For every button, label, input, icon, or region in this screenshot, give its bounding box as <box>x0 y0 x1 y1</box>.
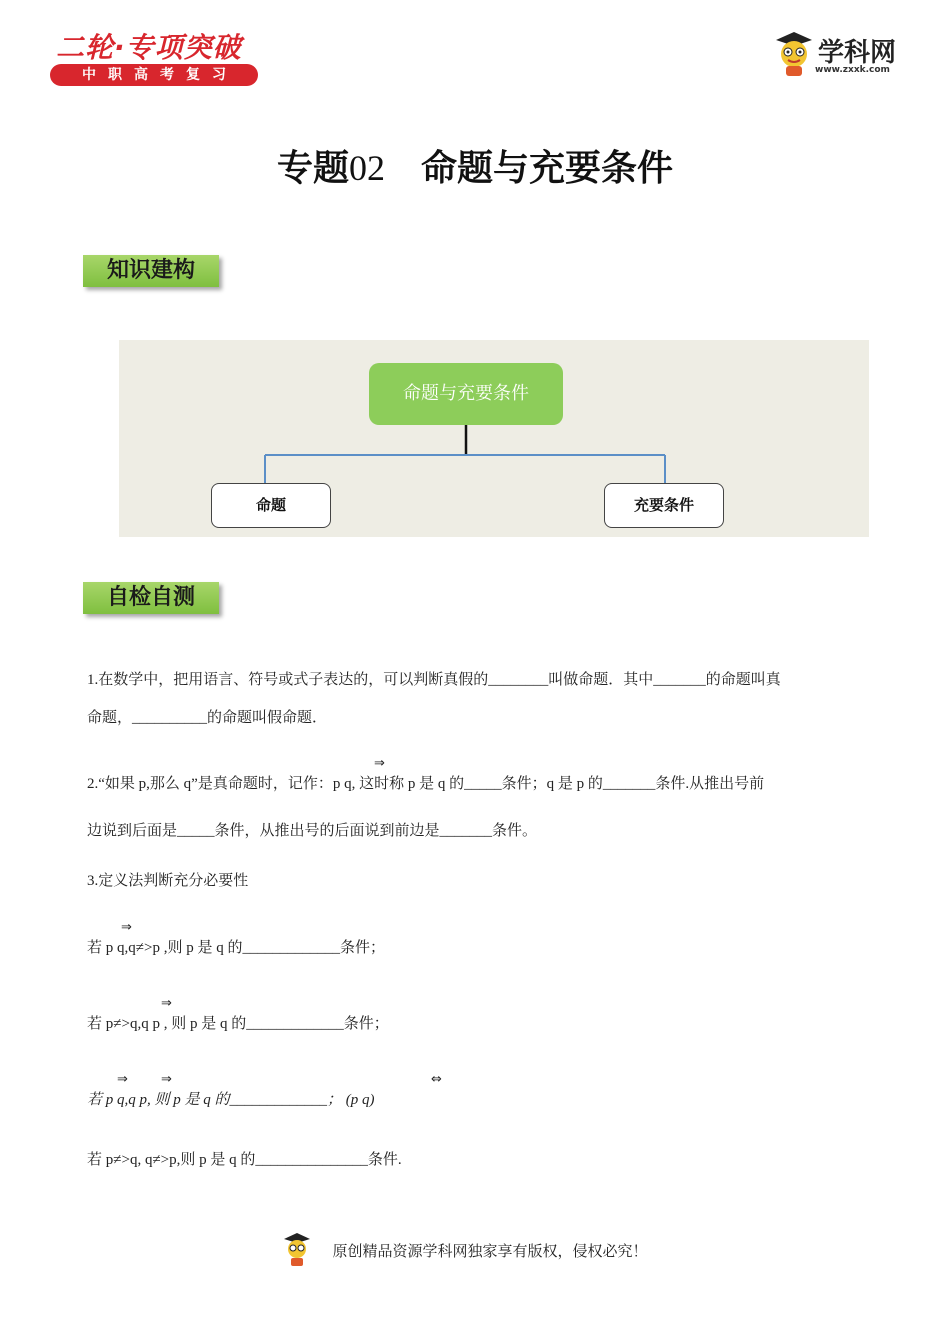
implies-arrow: ⇒ <box>161 996 172 1011</box>
iff-arrow: ⇔ <box>431 1072 442 1087</box>
case-1: 若 p q,q≠>p ,则 p 是 q 的_____________条件； <box>87 940 385 956</box>
question-3-title: 3.定义法判断充分必要性 <box>87 873 249 889</box>
question-1-line-1: 1.在数学中，把用语言、符号或式子表达的，可以判断真假的________叫做命题．其中_______的命题叫真 <box>87 672 781 688</box>
implies-arrow: ⇒ <box>121 920 132 935</box>
implies-arrow: ⇒ <box>161 1072 172 1087</box>
footer-copyright <box>0 1240 950 1261</box>
case-3: 若 p q,q p, 则 p 是 q 的_____________； (p q) <box>87 1092 375 1108</box>
case-2: 若 p≠>q,q p , 则 p 是 q 的_____________条件； <box>87 1016 389 1032</box>
brand-name: 学科网 <box>818 38 897 68</box>
series-title: 二轮·专项突破 <box>56 31 242 64</box>
mascot-icon <box>772 28 816 78</box>
title-topic: 命题与充要条件 <box>421 148 674 189</box>
question-2-line-2: 边说到后面是_____条件，从推出号的后面说到前边是_______条件。 <box>87 823 538 839</box>
page-title <box>0 140 950 191</box>
title-prefix: 专题 <box>276 148 349 189</box>
brand-url: www.zxxk.com <box>815 65 890 75</box>
title-number: 02 <box>349 148 385 188</box>
section-knowledge: 知识建构 <box>83 255 219 287</box>
mindmap-root-node: 命题与充要条件 <box>369 363 563 425</box>
series-subtitle: 中职高考复习 <box>50 64 258 86</box>
question-1-line-2: 命题，__________的命题叫假命题． <box>87 710 328 726</box>
implies-arrow: ⇒ <box>117 1072 128 1087</box>
section-selftest: 自检自测 <box>83 582 219 614</box>
implies-arrow: ⇒ <box>374 756 385 771</box>
mindmap-node-condition: 充要条件 <box>604 483 724 528</box>
question-2-line-1: 2.“如果 p,那么 q”是真命题时，记作：p q, 这时称 p 是 q 的_____条件；q 是 p 的_______条件.从推出号前 <box>87 776 765 792</box>
case-4: 若 p≠>q, q≠>p,则 p 是 q 的_______________条件. <box>87 1152 402 1168</box>
footer-text: 原创精品资源学科网独家享有版权，侵权必究！ <box>332 1244 648 1260</box>
mindmap-node-proposition: 命题 <box>211 483 331 528</box>
